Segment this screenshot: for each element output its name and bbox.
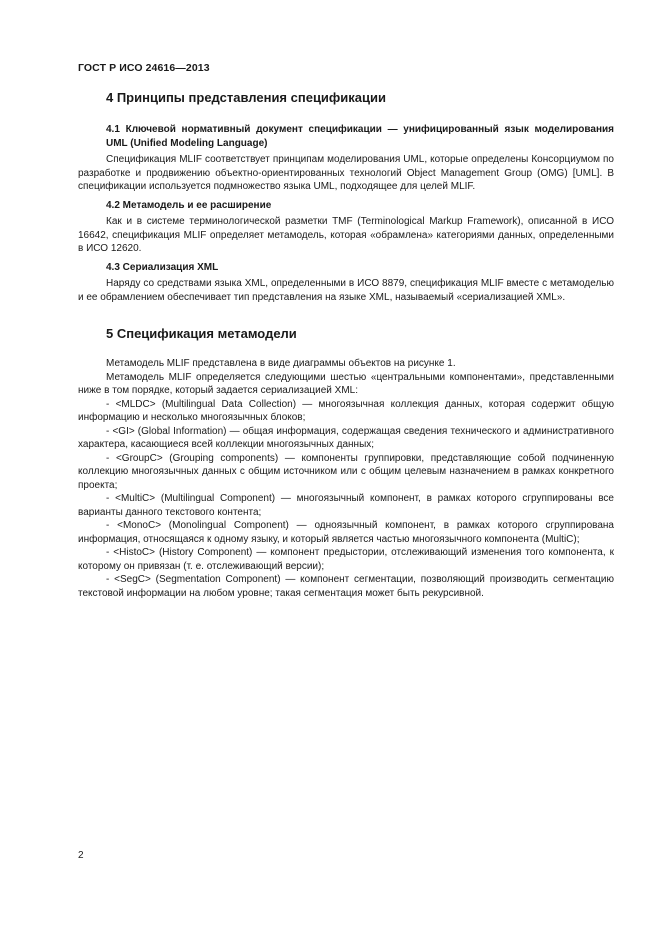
- subsection-4-3-text: Наряду со средствами языка XML, определенными в ИСО 8879, спецификация MLIF вместе с метамоделью и ее обрамлением обеспечивает тип представления на языке XML, называемый «сериализацией XML».: [78, 278, 614, 303]
- list-item: - <MultiC> (Multilingual Component) — многоязычный компонент, в рамках которого сгруппированы все варианты данного текстового контента;: [78, 493, 614, 518]
- list-item: - <MonoC> (Monolingual Component) — одноязычный компонент, в рамках которого сгруппирована информация, относящаяся к одному языку, и который является частью многоязычного компонента (MultiC);: [78, 520, 614, 545]
- document-page: [78, 62, 614, 600]
- list-item: - <MLDC> (Multilingual Data Collection) — многоязычная коллекция данных, которая содержит общую информацию и несколько многоязычных блоков;: [78, 398, 614, 423]
- section-5-intro-1: Метамодель MLIF представлена в виде диаграммы объектов на рисунке 1.: [106, 358, 456, 369]
- subsection-4-1-text: Спецификация MLIF соответствует принципам моделирования UML, которые определены Консорциумом по разработке и продвижению объектно-ориентированных технологий Object Management Group (OMG) [UML]. В спецификации используется подмножество языка UML, подходящее для целей MLIF.: [78, 154, 614, 192]
- subsection-4-1-title: 4.1 Ключевой нормативный документ спецификации — унифицированный язык моделирования UML (Unified Modeling Language): [106, 124, 614, 149]
- subsection-4-2-text: Как и в системе терминологической разметки TMF (Terminological Markup Framework), описанной в ИСО 16642, спецификация MLIF определяет метамодель, которая «обрамлена» категориями данных, определенными в ИСО 12620.: [78, 216, 614, 254]
- section-5-title: 5 Спецификация метамодели: [106, 326, 297, 341]
- section-5-intro-2: Метамодель MLIF определяется следующими шестью «центральными компонентами», представленными ниже в том порядке, который задается сериализацией XML:: [78, 371, 614, 396]
- list-item: - <GI> (Global Information) — общая информация, содержащая сведения технического и административного характера, касающиеся всей коллекции многоязычных данных;: [78, 425, 614, 450]
- page-number: 2: [78, 850, 84, 861]
- standard-header: ГОСТ Р ИСО 24616—2013: [78, 62, 210, 74]
- subsection-4-3-title: 4.3 Сериализация XML: [106, 261, 219, 273]
- list-item: - <HistoC> (History Component) — компонент предыстории, отслеживающий изменения того компонента, к которому он привязан (т. е. отслеживающий версии);: [78, 547, 614, 572]
- list-item: - <SegC> (Segmentation Component) — компонент сегментации, позволяющий производить сегментацию текстовой информации на любом уровне; такая сегментация может быть рекурсивной.: [78, 574, 614, 599]
- list-item: - <GroupC> (Grouping components) — компоненты группировки, представляющие собой подчиненную коллекцию многоязычных данных с общим источником или с общим целевым назначением в рамках конкретного проекта;: [78, 452, 614, 491]
- section-4-title: 4 Принципы представления спецификации: [106, 90, 387, 105]
- subsection-4-2-title: 4.2 Метамодель и ее расширение: [106, 199, 272, 211]
